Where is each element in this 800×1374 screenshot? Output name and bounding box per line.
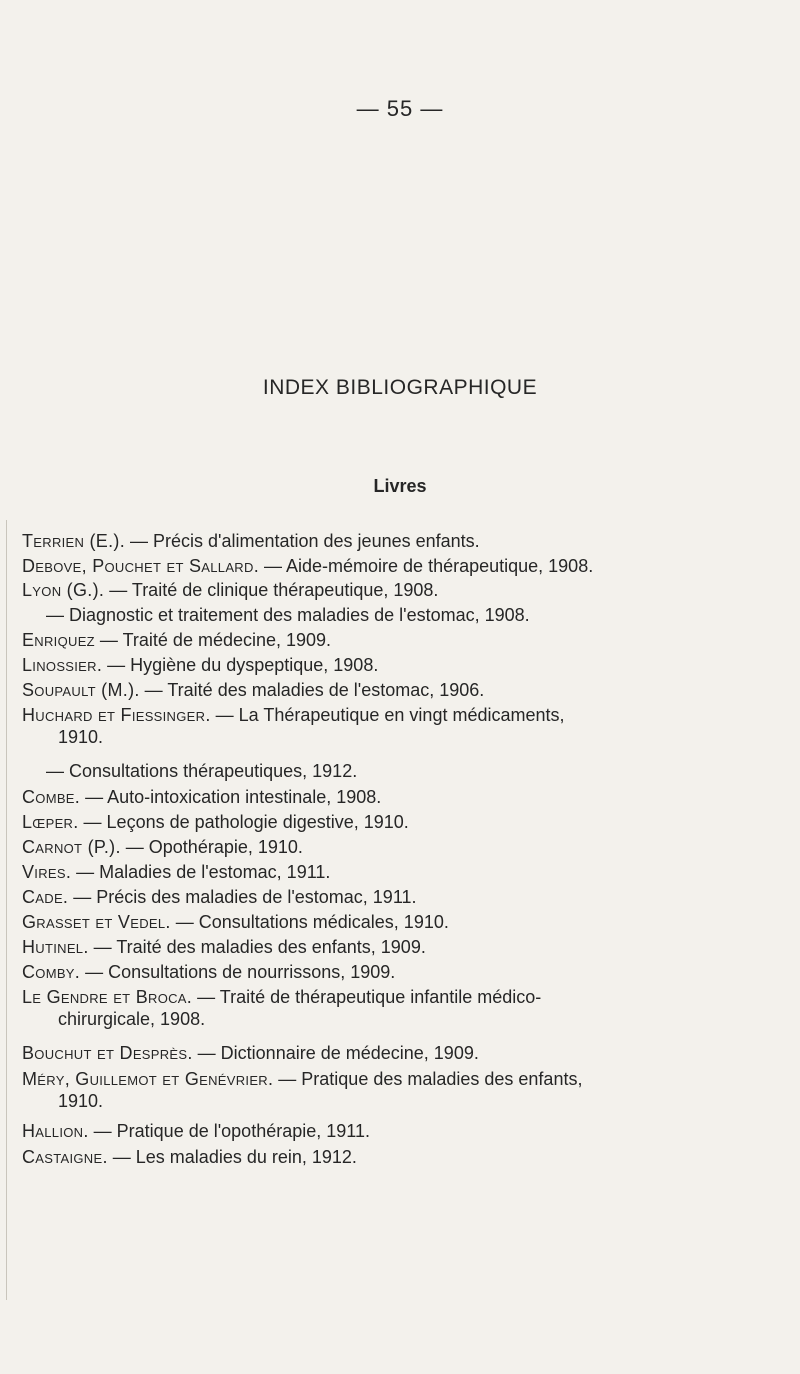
- entry-author: Castaigne.: [22, 1147, 108, 1167]
- bibliography-entry: [22, 1042, 479, 1064]
- bibliography-entry: [22, 704, 565, 748]
- entry-title: — Maladies de l'estomac, 1911.: [71, 862, 331, 882]
- bibliography-entry: [22, 679, 484, 701]
- bibliography-entry: [22, 555, 593, 577]
- entry-author: Hallion.: [22, 1121, 89, 1141]
- entry-continuation: 1910.: [58, 1091, 104, 1111]
- entry-title: — Pratique des maladies des enfants,: [273, 1069, 583, 1089]
- entry-title: — Auto-intoxication intestinale, 1908.: [80, 787, 382, 807]
- entry-title: — Pratique de l'opothérapie, 1911.: [88, 1121, 370, 1141]
- entry-title: — Opothérapie, 1910.: [120, 837, 303, 857]
- bibliography-entry: [46, 760, 357, 782]
- entry-continuation: 1910.: [58, 727, 104, 747]
- entry-title: — Traité de médecine, 1909.: [94, 630, 332, 650]
- entry-title: — La Thérapeutique en vingt médicaments,: [210, 705, 565, 725]
- bibliography-entry: [22, 961, 395, 983]
- entry-author: Lyon (G.).: [22, 580, 105, 600]
- entry-author: Vires.: [22, 862, 72, 882]
- entry-author: Bouchut et Desprès.: [22, 1043, 193, 1063]
- entry-author: Debove, Pouchet et Sallard.: [22, 556, 259, 576]
- entry-author: Carnot (P.).: [22, 837, 121, 857]
- entry-title: — Consultations thérapeutiques, 1912.: [46, 761, 358, 781]
- entry-author: Hutinel.: [22, 937, 89, 957]
- bibliography-entry: [22, 579, 438, 601]
- entry-title: — Aide-mémoire de thérapeutique, 1908.: [259, 556, 594, 576]
- bibliography-entry: [22, 786, 381, 808]
- page-edge-rule: [6, 520, 7, 1300]
- entry-author: Enriquez: [22, 630, 95, 650]
- bibliography-entry: [22, 861, 330, 883]
- entry-title: — Consultations médicales, 1910.: [170, 912, 449, 932]
- entry-title: — Dictionnaire de médecine, 1909.: [192, 1043, 479, 1063]
- bibliography-entry: [22, 911, 449, 933]
- entry-author: Linossier.: [22, 655, 103, 675]
- bibliography-entry: [22, 654, 378, 676]
- entry-author: Méry, Guillemot et Genévrier.: [22, 1069, 274, 1089]
- bibliography-entry: [22, 1068, 582, 1112]
- entry-author: Le Gendre et Broca.: [22, 987, 193, 1007]
- bibliography-entry: [46, 604, 530, 626]
- entry-title: — Précis d'alimentation des jeunes enfants.: [125, 531, 480, 551]
- entry-author: Huchard et Fiessinger.: [22, 705, 211, 725]
- entry-continuation: chirurgicale, 1908.: [58, 1009, 206, 1029]
- entry-title: — Hygiène du dyspeptique, 1908.: [102, 655, 379, 675]
- entry-title: — Traité de clinique thérapeutique, 1908.: [104, 580, 439, 600]
- entry-author: Terrien (E.).: [22, 531, 126, 551]
- bibliography-entry: [22, 936, 426, 958]
- entry-title: — Traité des maladies des enfants, 1909.: [88, 937, 426, 957]
- entry-author: Lœper.: [22, 812, 79, 832]
- entry-title: — Précis des maladies de l'estomac, 1911.: [68, 887, 417, 907]
- entry-author: Soupault (M.).: [22, 680, 140, 700]
- entry-title: — Traité de thérapeutique infantile médico-: [192, 987, 542, 1007]
- page-number: — 55 —: [356, 96, 444, 121]
- section-title-livres: Livres: [373, 476, 427, 496]
- bibliography-entry: [22, 836, 303, 858]
- entry-author: Cade.: [22, 887, 69, 907]
- entry-author: Grasset et Vedel.: [22, 912, 171, 932]
- bibliography-entry: [22, 1120, 370, 1142]
- bibliography-entry: [22, 1146, 357, 1168]
- index-title: INDEX BIBLIOGRAPHIQUE: [262, 376, 538, 399]
- entry-author: Combe.: [22, 787, 81, 807]
- entry-title: — Traité des maladies de l'estomac, 1906.: [139, 680, 485, 700]
- bibliography-entry: [22, 530, 480, 552]
- entry-author: Comby.: [22, 962, 81, 982]
- bibliography-entry: [22, 986, 541, 1030]
- bibliography-entry: [22, 886, 417, 908]
- bibliography-entry: [22, 629, 331, 651]
- entry-title: — Consultations de nourrissons, 1909.: [80, 962, 396, 982]
- entry-title: — Les maladies du rein, 1912.: [107, 1147, 357, 1167]
- entry-title: — Diagnostic et traitement des maladies de l'estomac, 1908.: [46, 605, 530, 625]
- bibliography-entry: [22, 811, 409, 833]
- entry-title: — Leçons de pathologie digestive, 1910.: [78, 812, 409, 832]
